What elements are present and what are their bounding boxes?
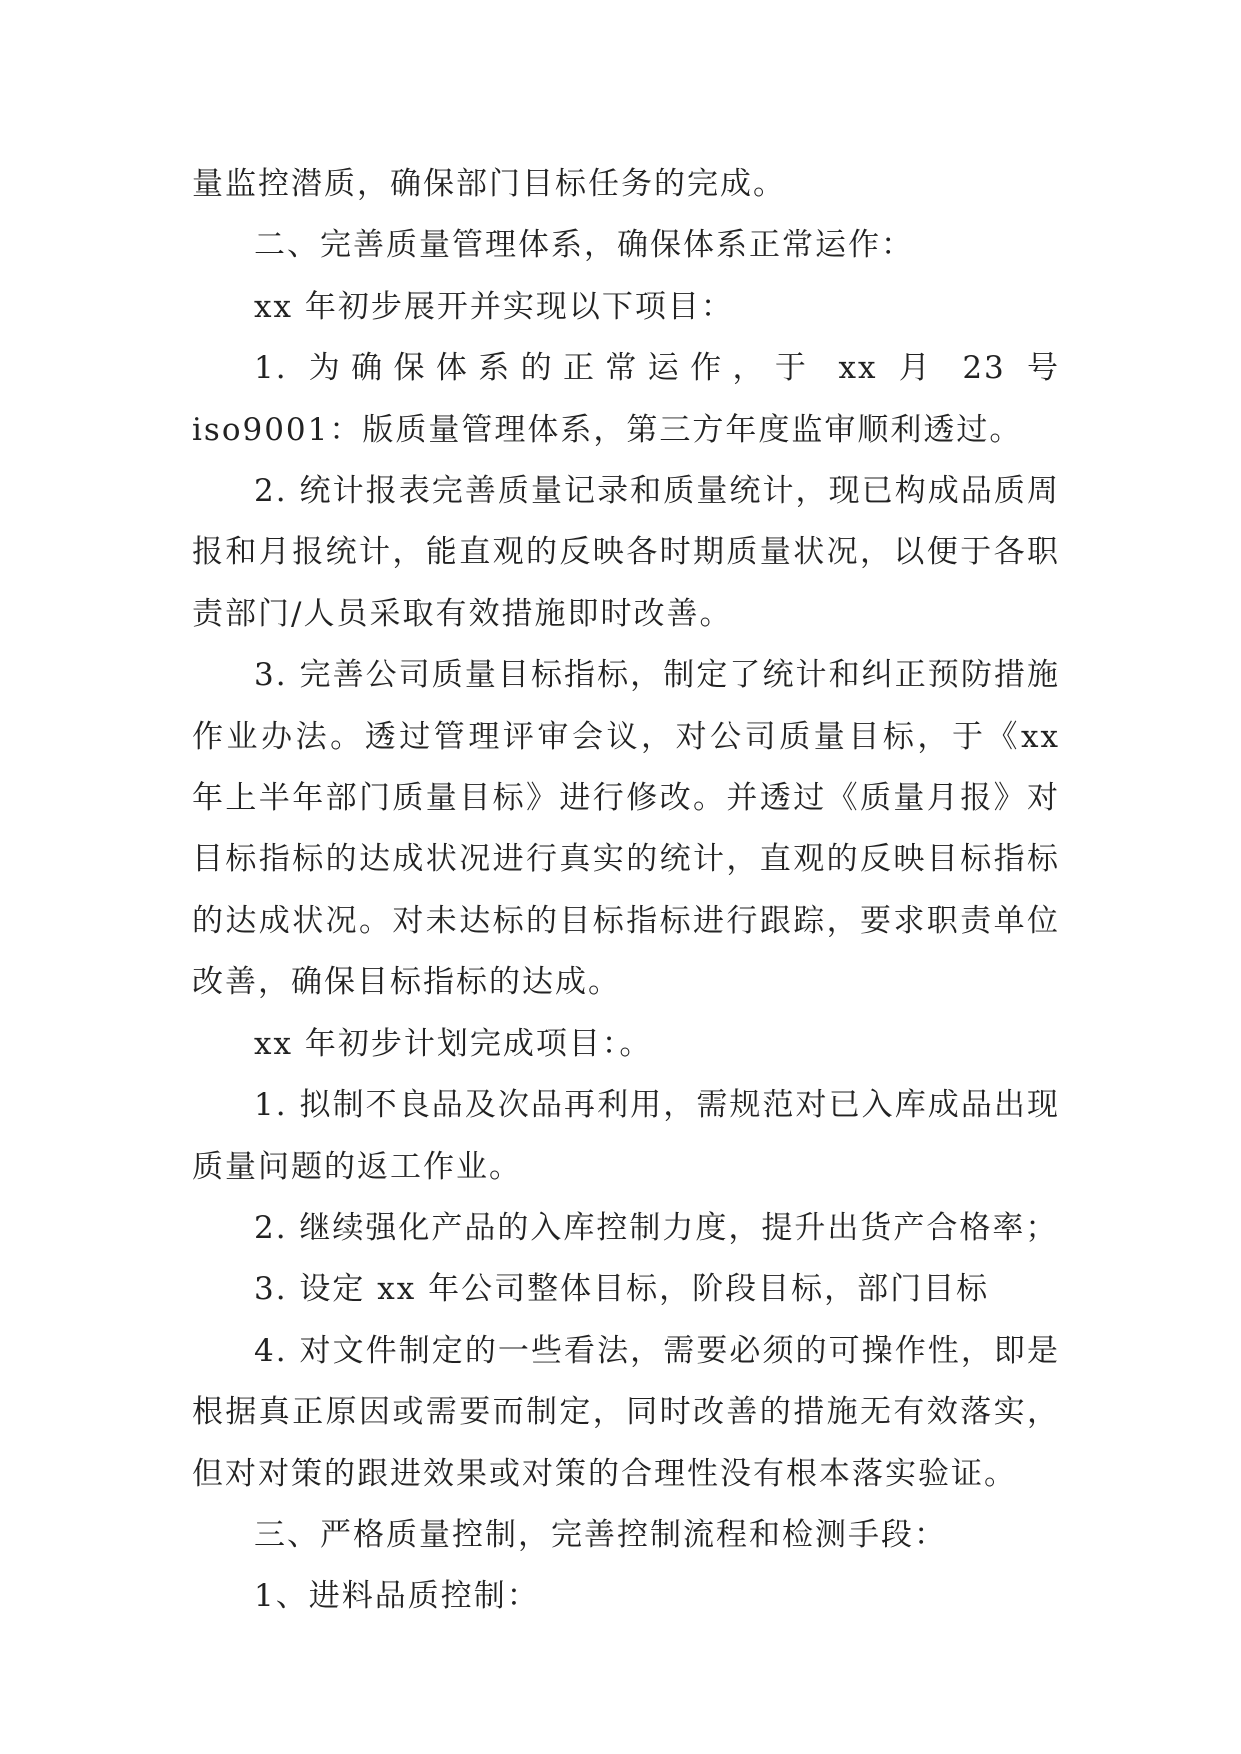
list-item-completed-3: 3. 完善公司质量目标指标，制定了统计和纠正预防措施作业办法。透过管理评审会议，对公司质量目标，于《xx 年上半年部门质量目标》进行修改。并透过《质量月报》对目标指标的达成状况进行真实的统计，直观的反映目标指标的达成状况。对未达标的目标指标进行跟踪，要求职责单位改善，确保目标指标的达成。 (192, 657, 1060, 1001)
list-item-planned-3: 3. 设定 xx 年公司整体目标，阶段目标，部门目标 (254, 1271, 990, 1308)
list-item-planned-1: 1. 拟制不良品及次品再利用，需规范对已入库成品出现质量问题的返工作业。 (192, 1087, 1060, 1185)
subheading-completed-items: xx 年初步展开并实现以下项目： (254, 288, 734, 325)
list-item-completed-1: 1. 为确保体系的正常运作，于 xx 月 23 号 iso9001：版质量管理体系，第三方年度监审顺利透过。 (192, 350, 1060, 448)
document-body (192, 154, 1060, 1628)
section-heading-3: 三、严格质量控制，完善控制流程和检测手段： (254, 1516, 947, 1553)
list-item-completed-2: 2. 统计报表完善质量记录和质量统计，现已构成品质周报和月报统计，能直观的反映各时期质量状况，以便于各职责部门/人员采取有效措施即时改善。 (192, 473, 1060, 632)
paragraph-continuation: 量监控潜质，确保部门目标任务的完成。 (192, 166, 786, 202)
subsection-heading-incoming-quality: 1、进料品质控制： (254, 1578, 540, 1615)
list-item-planned-4: 4. 对文件制定的一些看法，需要必须的可操作性，即是根据真正原因或需要而制定，同时改善的措施无有效落实，但对对策的跟进效果或对策的合理性没有根本落实验证。 (192, 1332, 1060, 1492)
list-item-planned-2: 2. 继续强化产品的入库控制力度，提升出货产合格率； (254, 1209, 1059, 1246)
subheading-planned-items: xx 年初步计划完成项目：。 (254, 1025, 653, 1062)
section-heading-2: 二、完善质量管理体系，确保体系正常运作： (254, 227, 914, 264)
